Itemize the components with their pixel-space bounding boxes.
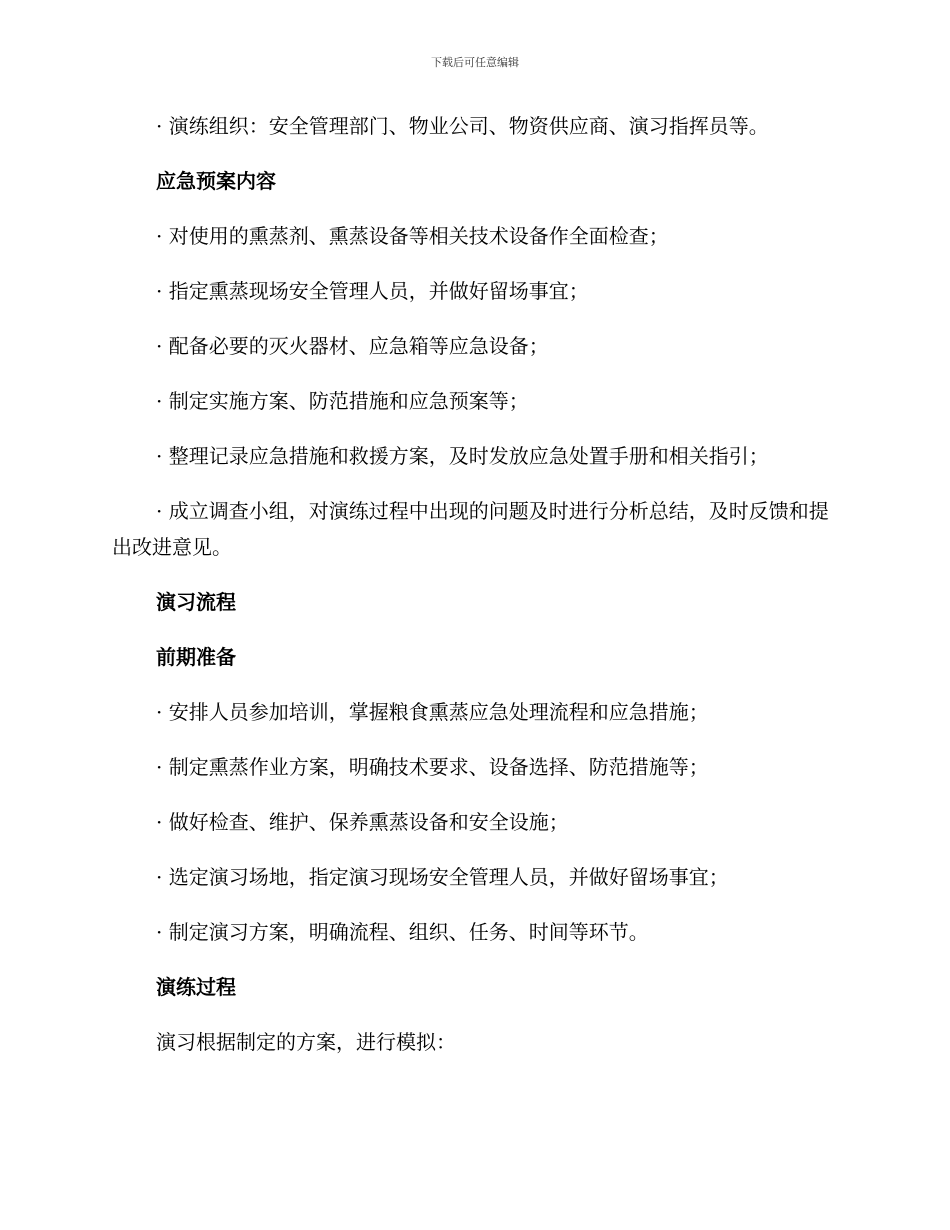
paragraph-training: · 安排人员参加培训，掌握粮食熏蒸应急处理流程和应急措施； [156,700,709,724]
paragraph-implementation-plan: · 制定实施方案、防范措施和应急预案等； [156,389,529,413]
heading-drill-process: 演习流程 [156,590,236,614]
document-body [112,108,840,1079]
paragraph-maintenance: · 做好检查、维护、保养熏蒸设备和安全设施； [156,810,569,834]
heading-emergency-plan-content: 应急预案内容 [156,169,276,193]
paragraph-equipment-check: · 对使用的熏蒸剂、熏蒸设备等相关技术设备作全面检查； [156,224,669,248]
paragraph-drill-site: · 选定演习场地，指定演习现场安全管理人员，并做好留场事宜； [156,865,729,889]
heading-preparation: 前期准备 [156,645,236,669]
page-header: 下载后可任意编辑 [431,56,519,69]
paragraph-drill-organization: · 演练组织：安全管理部门、物业公司、物资供应商、演习指挥员等。 [156,114,769,138]
paragraph-simulation: 演习根据制定的方案，进行模拟： [156,1030,456,1054]
paragraph-fire-equipment: · 配备必要的灭火器材、应急箱等应急设备； [156,334,549,358]
paragraph-investigation-team: · 成立调查小组，对演练过程中出现的问题及时进行分析总结，及时反馈和提出改进意见。 [112,499,829,559]
paragraph-records-manual: · 整理记录应急措施和救援方案，及时发放应急处置手册和相关指引； [156,444,769,468]
paragraph-fumigation-plan: · 制定熏蒸作业方案，明确技术要求、设备选择、防范措施等； [156,755,709,779]
heading-exercise-process: 演练过程 [156,975,236,999]
paragraph-drill-plan: · 制定演习方案，明确流程、组织、任务、时间等环节。 [156,920,649,944]
paragraph-site-safety-staff: · 指定熏蒸现场安全管理人员，并做好留场事宜； [156,279,589,303]
